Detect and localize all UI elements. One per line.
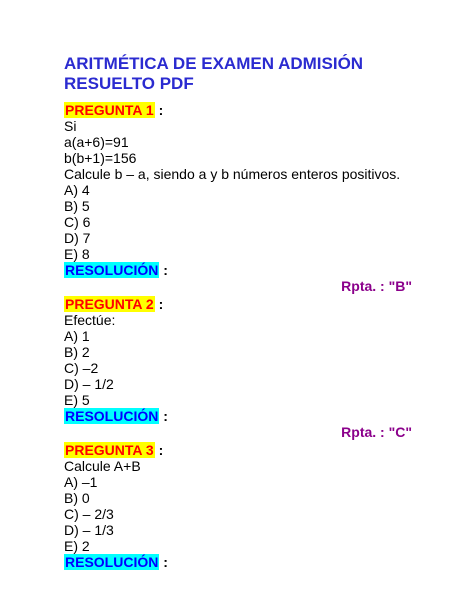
question-block-2 <box>64 296 414 442</box>
question-heading <box>64 102 414 118</box>
question-heading <box>64 442 414 458</box>
question-text-line: Calcule b – a, siendo a y b números enteros positivos. <box>64 166 401 182</box>
option-a: A) 1 <box>64 328 90 344</box>
question-block-3 <box>64 442 414 570</box>
label-colon: : <box>154 102 164 118</box>
question-block-1 <box>64 102 414 296</box>
label-colon: : <box>159 262 168 278</box>
option-c: C) 6 <box>64 214 91 230</box>
answer-text: Rpta. : "B" <box>341 278 412 294</box>
option-c: C) – 2/3 <box>64 506 114 522</box>
option-b: B) 5 <box>64 198 90 214</box>
resolution-heading <box>64 408 414 424</box>
resolution-label: RESOLUCIÓN <box>65 262 159 278</box>
resolution-label: RESOLUCIÓN <box>65 408 159 424</box>
option-d: D) – 1/3 <box>64 522 114 538</box>
option-b: B) 0 <box>64 490 90 506</box>
option-a: A) –1 <box>64 474 98 490</box>
resolution-label: RESOLUCIÓN <box>65 554 159 570</box>
question-text-line: Si <box>64 118 77 134</box>
option-d: D) – 1/2 <box>64 376 114 392</box>
document-title <box>64 54 414 94</box>
document-page <box>64 54 414 570</box>
option-e: E) 2 <box>64 538 90 554</box>
answer-text: Rpta. : "C" <box>341 424 412 440</box>
option-e: E) 5 <box>64 392 90 408</box>
question-heading <box>64 296 414 312</box>
label-colon: : <box>154 442 164 458</box>
title-line-2: RESUELTO PDF <box>64 74 194 93</box>
question-text-line: Calcule A+B <box>64 458 141 474</box>
label-colon: : <box>154 296 164 312</box>
question-text-line: b(b+1)=156 <box>64 150 137 166</box>
label-colon: : <box>159 408 168 424</box>
question-label: PREGUNTA 2 <box>65 296 154 312</box>
option-c: C) –2 <box>64 360 99 376</box>
question-label: PREGUNTA 1 <box>65 102 154 118</box>
option-d: D) 7 <box>64 230 91 246</box>
label-colon: : <box>159 554 168 570</box>
resolution-heading <box>64 554 414 570</box>
question-label: PREGUNTA 3 <box>65 442 154 458</box>
title-line-1: ARITMÉTICA DE EXAMEN ADMISIÓN <box>64 54 364 73</box>
option-b: B) 2 <box>64 344 90 360</box>
question-text-line: a(a+6)=91 <box>64 134 129 150</box>
option-a: A) 4 <box>64 182 90 198</box>
question-text-line: Efectúe: <box>64 312 116 328</box>
resolution-heading <box>64 262 414 278</box>
option-e: E) 8 <box>64 246 90 262</box>
